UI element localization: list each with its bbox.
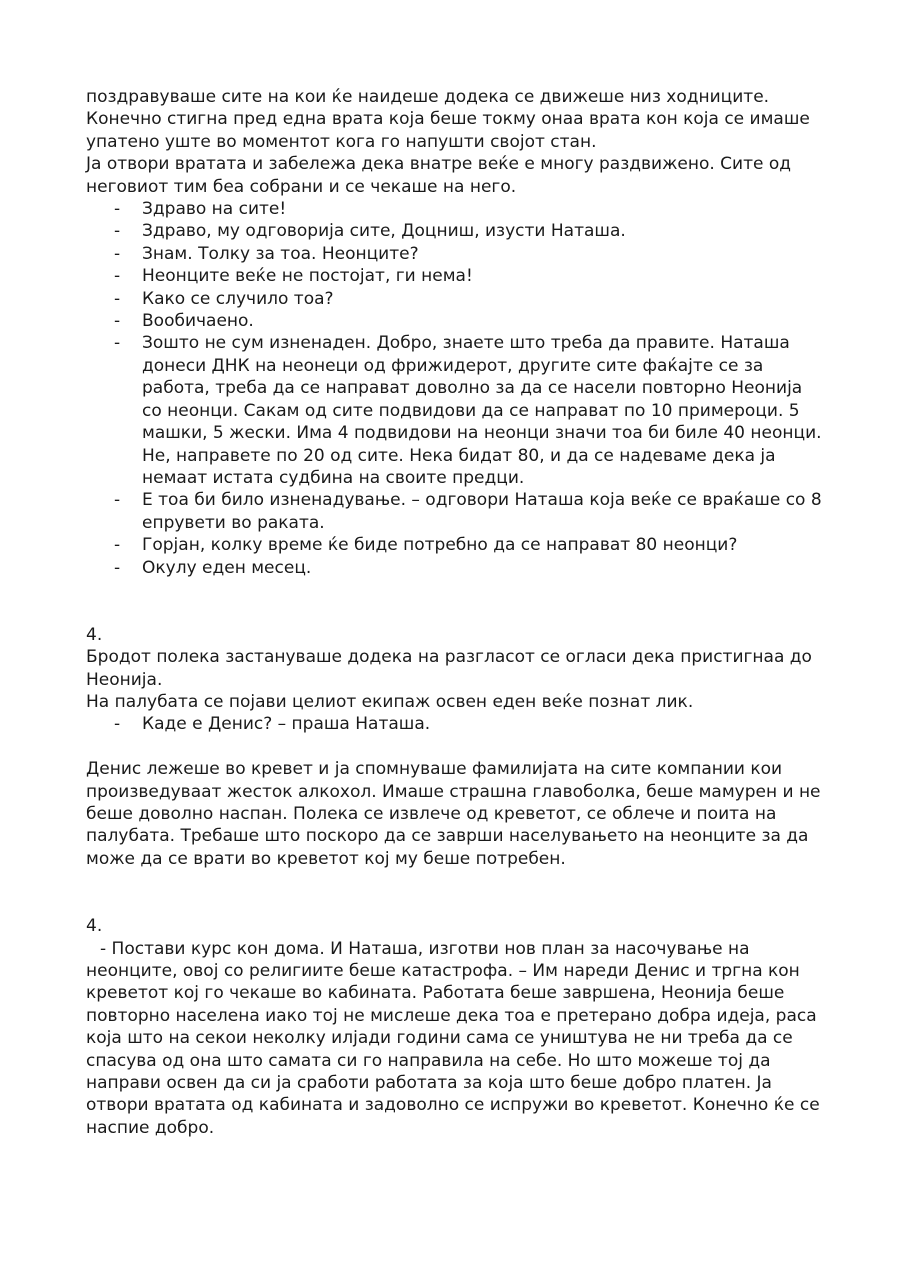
document-page	[86, 86, 822, 1139]
section-number: 4.	[86, 624, 103, 645]
paragraph: Ја отвори вратата и забележа дека внатре веќе е многу раздвижено. Сите од неговиот тим беа собрани и се чекаше на него.	[86, 154, 792, 197]
paragraph: Бродот полека застануваше додека на разгласот се огласи дека пристигнаа до Неонија.	[86, 647, 812, 690]
dash-marker: -	[114, 535, 121, 556]
dash-marker: -	[114, 333, 121, 354]
dash-marker: -	[114, 557, 121, 578]
dialogue-line: - Окулу еден месец.	[114, 557, 312, 578]
dash-marker: -	[114, 243, 121, 264]
spacer	[86, 870, 822, 915]
dash-marker: -	[114, 714, 121, 735]
dash-marker: -	[114, 199, 121, 220]
dash-marker: -	[114, 311, 121, 332]
paragraph: На палубата се појави целиот екипаж освен еден веќе познат лик.	[86, 691, 694, 712]
dialogue-line: - Каде е Денис? – праша Наташа.	[114, 714, 431, 735]
section-number: 4.	[86, 916, 103, 937]
dialogue-line: - Горјан, колку време ќе биде потребно да се направат 80 неонци?	[114, 535, 738, 556]
dialogue-list	[86, 198, 822, 579]
dialogue-line: - Неонците веќе не постојат, ги нема!	[114, 266, 473, 287]
dash-marker: -	[114, 490, 121, 511]
dash-marker: -	[114, 221, 121, 242]
dialogue-line: - Здраво, му одговорија сите, Доцниш, изусти Наташа.	[114, 221, 626, 242]
dash-marker: -	[114, 266, 121, 287]
spacer	[86, 736, 822, 758]
dialogue-list	[86, 713, 822, 735]
dialogue-line: - Здраво на сите!	[114, 199, 287, 220]
spacer	[86, 579, 822, 624]
dialogue-line: - Како се случило тоа?	[114, 288, 334, 309]
paragraph: Денис лежеше во кревет и ја спомнуваше фамилијата на сите компании кои произведуваат жесток алкохол. Имаше страшна главоболка, беше мамурен и не беше доволно наспан. Полека се извлече од креветот, се облече и поита на палубата. Требаше што поскоро да се заврши населувањето на неонците за да може да се врати во креветот кој му беше потребен.	[86, 759, 821, 869]
dialogue-line: - Знам. Толку за тоа. Неонците?	[114, 243, 419, 264]
paragraph: поздравуваше сите на кои ќе наидеше додека се движеше низ ходниците. Конечно стигна пред една врата која беше токму онаа врата кон која се имаше упатено уште во моментот кога го напушти својот стан.	[86, 87, 810, 152]
dialogue-line: - Е тоа би било изненадување. – одговори Наташа која веќе се враќаше со 8 епрувети во раката.	[114, 490, 822, 533]
dialogue-line: - Вообичаено.	[114, 311, 254, 332]
dash-marker: -	[114, 288, 121, 309]
paragraph: - Постави курс кон дома. И Наташа, изготви нов план за насочување на неонците, овој со религиите беше катастрофа. – Им нареди Денис и тргна кон креветот кој го чекаше во кабината. Работата беше завршена, Неонија беше повторно населена иако тој не мислеше дека тоа е претерано добра идеја, раса која што на секои неколку илјади години сама се уништува не ни треба да се спасува од она што самата си го направила на себе. Но што можеше тој да направи освен да си ја сработи работата за која што беше добро платен. Ја отвори вратата од кабината и задоволно се испружи во креветот. Конечно ќе се наспие добро.	[86, 938, 820, 1138]
dialogue-line: - Зошто не сум изненаден. Добро, знаете што треба да правите. Наташа донеси ДНК на неонеци од фрижидерот, другите сите фаќајте се за работа, треба да се направат доволно за да се насели повторно Неонија со неонци. Сакам од сите подвидови да се направат по 10 примероци. 5 машки, 5 жески. Има 4 подвидови на неонци значи тоа би биле 40 неонци. Не, направете по 20 од сите. Нека бидат 80, и да се надеваме дека ја немаат истата судбина на своите предци.	[114, 333, 822, 488]
